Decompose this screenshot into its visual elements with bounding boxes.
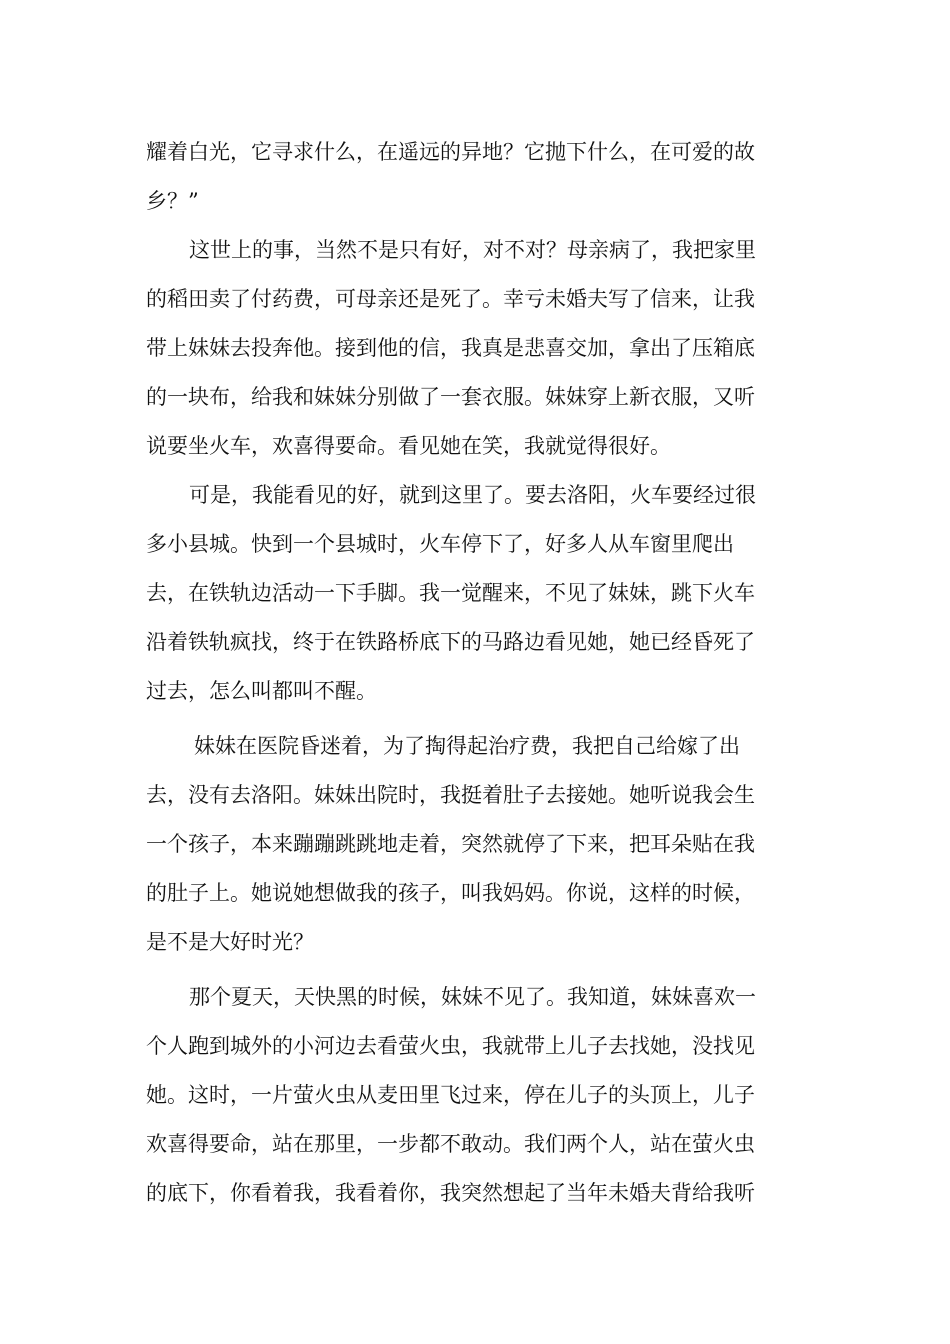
text-line: 过去，怎么叫都叫不醒。: [146, 679, 377, 703]
text-line: 她。这时，一片萤火虫从麦田里飞过来，停在儿子的头顶上，儿子: [146, 1083, 755, 1107]
text-line: 沿着铁轨疯找，终于在铁路桥底下的马路边看见她，她已经昏死了: [146, 630, 755, 654]
text-line: 的稻田卖了付药费，可母亲还是死了。幸亏未婚夫写了信来，让我: [146, 287, 755, 311]
text-line: 说要坐火车，欢喜得要命。看见她在笑，我就觉得很好。: [146, 434, 671, 458]
text-line: 个人跑到城外的小河边去看萤火虫，我就带上儿子去找她，没找见: [146, 1034, 755, 1058]
text-line: 去，没有去洛阳。妹妹出院时，我挺着肚子去接她。她听说我会生: [146, 783, 755, 807]
body-text: [146, 128, 806, 1218]
paragraph-first-line: 可是，我能看见的好，就到这里了。要去洛阳，火车要经过很: [189, 483, 756, 507]
text-line: 欢喜得要命，站在那里，一步都不敢动。我们两个人，站在萤火虫: [146, 1132, 755, 1156]
text-line: 的底下，你看着我，我看着你，我突然想起了当年未婚夫背给我听: [146, 1181, 755, 1205]
text-line: 的肚子上。她说她想做我的孩子，叫我妈妈。你说，这样的时候，: [146, 881, 755, 905]
text-line: 多小县城。快到一个县城时，火车停下了，好多人从车窗里爬出: [146, 532, 734, 556]
text-line: 带上妹妹去投奔他。接到他的信，我真是悲喜交加，拿出了压箱底: [146, 336, 755, 360]
text-line: 乡？”: [146, 189, 199, 213]
text-line: 是不是大好时光？: [146, 930, 314, 954]
text-line: 耀着白光，它寻求什么，在遥远的异地？它抛下什么，在可爱的故: [146, 140, 755, 164]
text-line: 一个孩子，本来蹦蹦跳跳地走着，突然就停了下来，把耳朵贴在我: [146, 832, 755, 856]
text-line: 去，在铁轨边活动一下手脚。我一觉醒来，不见了妹妹，跳下火车: [146, 581, 755, 605]
paragraph-first-line: 妹妹在医院昏迷着，为了掏得起治疗费，我把自己给嫁了出: [194, 734, 740, 758]
paragraph-first-line: 这世上的事，当然不是只有好，对不对？母亲病了，我把家里: [189, 238, 756, 262]
text-line: 的一块布，给我和妹妹分别做了一套衣服。妹妹穿上新衣服，又听: [146, 385, 755, 409]
paragraph-first-line: 那个夏天，天快黑的时候，妹妹不见了。我知道，妹妹喜欢一: [189, 985, 756, 1009]
